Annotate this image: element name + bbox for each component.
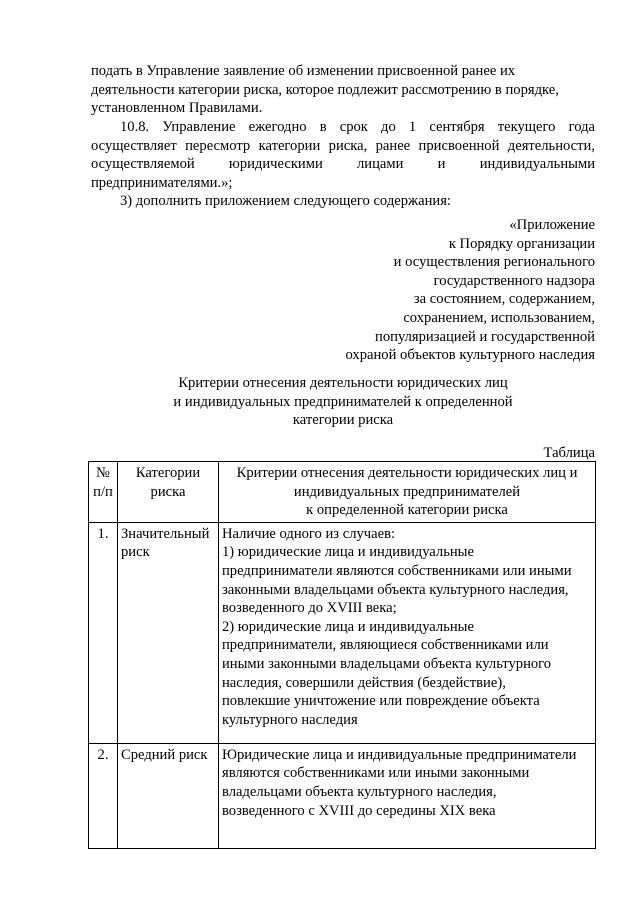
title-line: и индивидуальных предпринимателей к определенной <box>173 393 513 410</box>
text-line: установленном Правилами. <box>91 100 263 117</box>
cell-text: возведенного до XVIII века; <box>222 600 397 617</box>
row-criteria-cell <box>219 743 596 848</box>
header-text: риска <box>150 483 186 500</box>
header-cell-number <box>89 462 118 523</box>
appendix-line: популяризацией и государственной <box>375 328 595 345</box>
appendix-line: сохранением, использованием, <box>403 309 595 326</box>
header-text: Категории <box>135 465 201 481</box>
table-row <box>89 743 596 848</box>
row-category-cell <box>118 743 219 848</box>
text-line: осуществляет пересмотр категории риска, ранее присвоенной деятельности, <box>91 137 595 154</box>
cell-text: Наличие одного из случаев: <box>222 525 396 542</box>
cell-text: повлекшие уничтожение или повреждение объекта <box>222 693 540 710</box>
row-criteria-cell <box>219 522 596 743</box>
criteria-title <box>91 374 595 430</box>
intro-paragraph-1 <box>91 62 595 118</box>
text-line: предпринимателями.»; <box>91 174 233 191</box>
header-text: № <box>96 465 110 481</box>
appendix-line: и осуществления регионального <box>393 254 595 271</box>
text-line: 10.8. Управление ежегодно в срок до 1 сентября текущего года <box>120 119 595 135</box>
row-number-cell: 2. <box>89 743 118 848</box>
cell-text: наследия, совершили действия (бездействие), <box>222 674 506 691</box>
title-line: Критерии отнесения деятельности юридических лиц <box>178 375 508 391</box>
row-number-cell: 1. <box>89 522 118 743</box>
row-category-cell <box>118 522 219 743</box>
cell-text: Значительный <box>121 525 210 542</box>
cell-text: риск <box>121 544 150 561</box>
cell-text: Средний риск <box>121 746 208 763</box>
cell-text: являются собственниками или иными законными <box>222 765 530 782</box>
cell-text: возведенного с XVIII до середины XIX века <box>222 802 496 819</box>
appendix-header <box>345 216 595 365</box>
cell-text: Юридические лица и индивидуальные предприниматели <box>222 746 577 763</box>
header-text: к определенной категории риска <box>306 502 508 519</box>
cell-text: владельцами объекта культурного наследия, <box>222 783 497 800</box>
title-line: категории риска <box>292 412 394 429</box>
appendix-line: за состоянием, содержанием, <box>413 291 595 308</box>
cell-text: 2) юридические лица и индивидуальные <box>222 618 474 635</box>
text-line: деятельности категории риска, которое подлежит рассмотрению в порядке, <box>91 81 559 98</box>
cell-text: культурного наследия <box>222 711 358 728</box>
header-text: Критерии отнесения деятельности юридических лиц и <box>236 465 578 481</box>
cell-text: законными владельцами объекта культурного наследия, <box>222 581 569 598</box>
header-cell-category <box>118 462 219 523</box>
cell-text: предприниматели, являющиеся собственниками или <box>222 637 549 654</box>
intro-paragraph-2 <box>91 118 595 192</box>
appendix-line: государственного надзора <box>433 272 595 289</box>
header-cell-criteria <box>219 462 596 523</box>
table-header-row <box>89 462 596 523</box>
cell-text: предприниматели являются собственниками или иными <box>222 562 572 579</box>
appendix-line: «Приложение <box>509 217 595 233</box>
cell-text: 1) юридические лица и индивидуальные <box>222 544 474 561</box>
criteria-table <box>88 461 596 849</box>
header-text: индивидуальных предпринимателей <box>293 483 521 500</box>
text-line: подать в Управление заявление об изменении присвоенной ранее их <box>91 63 516 79</box>
appendix-line: охраной объектов культурного наследия <box>345 347 595 364</box>
text-line: осуществляемой юридическими лицами и индивидуальными <box>91 156 595 173</box>
table-caption: Таблица <box>543 445 595 461</box>
appendix-line: к Порядку организации <box>448 235 595 252</box>
intro-paragraph-3: 3) дополнить приложением следующего содержания: <box>120 193 451 209</box>
cell-text: иными законными владельцами объекта культурного <box>222 655 552 672</box>
table-row <box>89 522 596 743</box>
header-text: п/п <box>93 483 113 500</box>
